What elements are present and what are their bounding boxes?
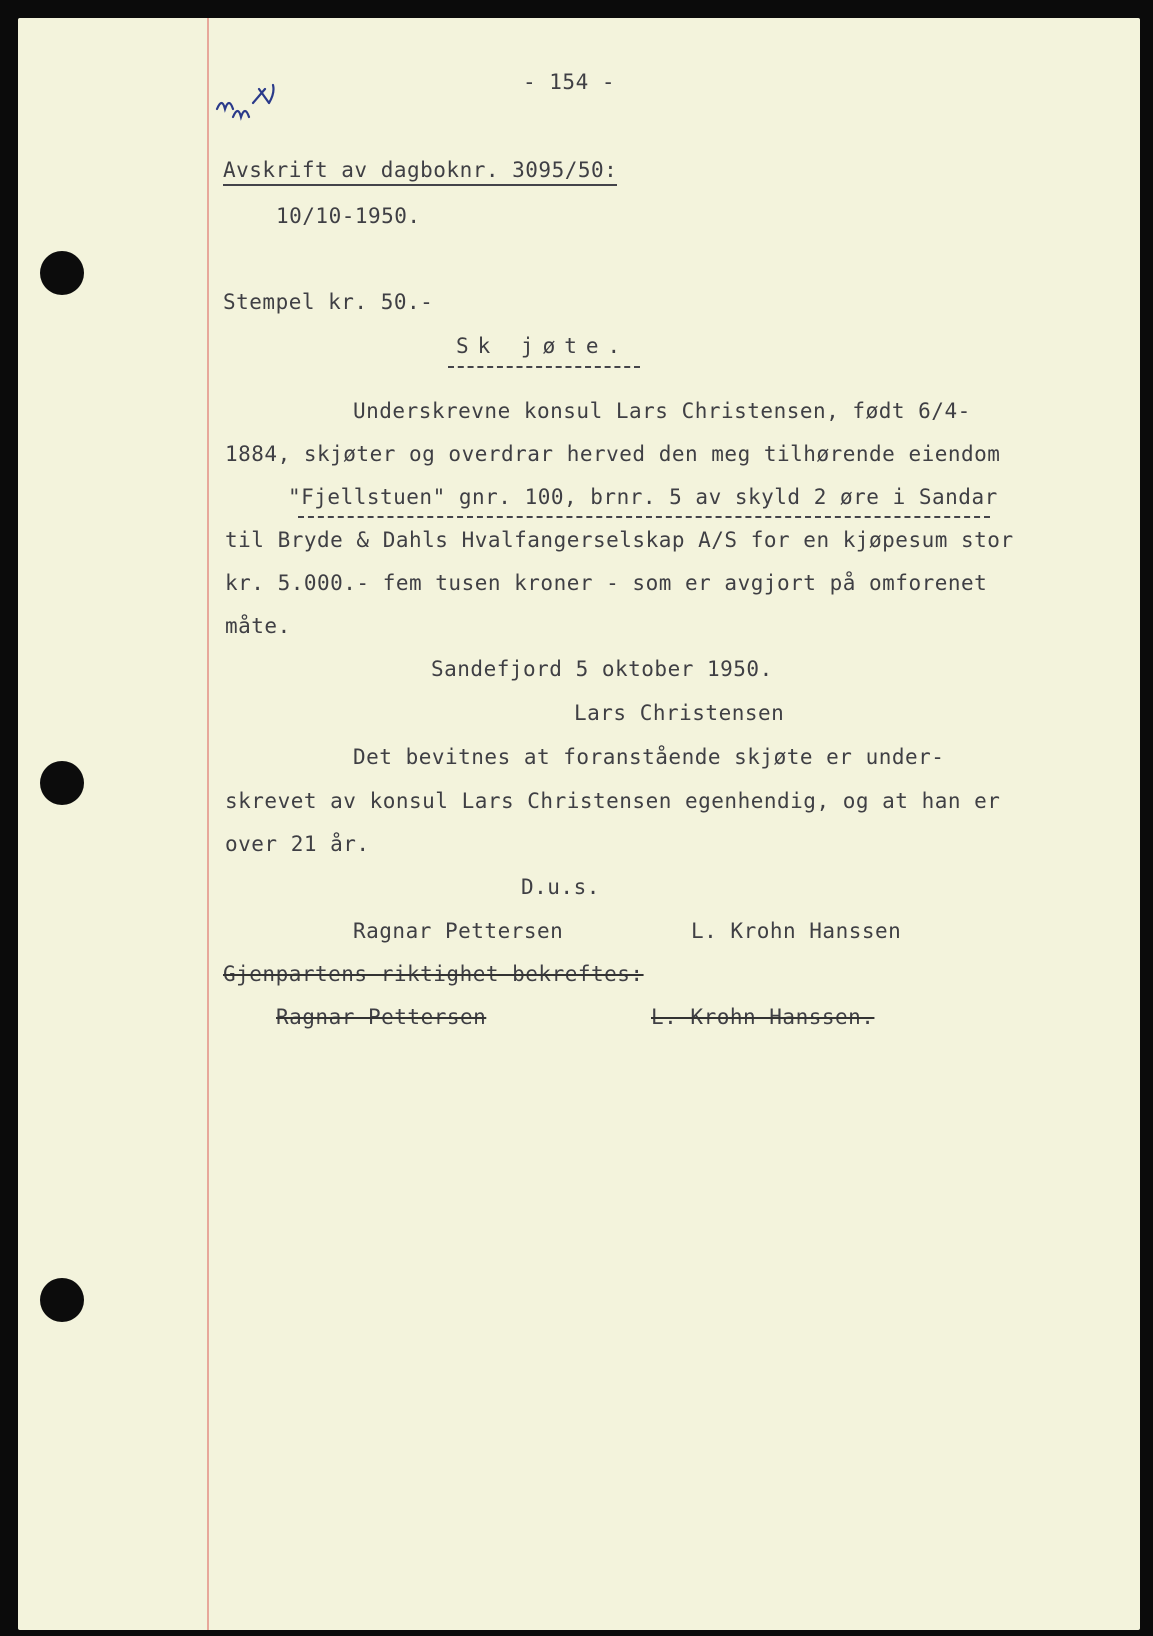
- place-date: Sandefjord 5 oktober 1950.: [431, 657, 773, 681]
- property-underline: [298, 516, 990, 518]
- date-line: 10/10-1950.: [276, 204, 421, 228]
- body-line: 1884, skjøter og overdrar herved den meg tilhørende eiendom: [225, 442, 1001, 466]
- body-line: Underskrevne konsul Lars Christensen, født 6/4-: [353, 399, 971, 423]
- document-page: [18, 18, 1140, 1630]
- body-line: "Fjellstuen" gnr. 100, brnr. 5 av skyld 2 øre i Sandar: [288, 485, 998, 509]
- punch-hole: [40, 1278, 84, 1322]
- body-line: til Bryde & Dahls Hvalfangerselskap A/S for en kjøpesum stor: [225, 528, 1014, 552]
- title-underline: [448, 366, 640, 368]
- attest-line: Det bevitnes at foranstående skjøte er under-: [353, 745, 945, 769]
- attest-line: over 21 år.: [225, 832, 370, 856]
- punch-hole: [40, 251, 84, 295]
- attest-line: skrevet av konsul Lars Christensen egenhendig, og at han er: [225, 789, 1001, 813]
- body-line: måte.: [225, 614, 291, 638]
- punch-hole: [40, 761, 84, 805]
- witness-signature: Ragnar Pettersen: [353, 919, 564, 943]
- page-number: - 154 -: [523, 70, 616, 94]
- stamp-line: Stempel kr. 50.-: [223, 290, 434, 314]
- struck-witness: L. Krohn Hanssen.: [651, 1005, 875, 1029]
- dus-abbreviation: D.u.s.: [521, 875, 600, 899]
- handwritten-mark: [213, 73, 293, 125]
- heading: Avskrift av dagboknr. 3095/50:: [223, 158, 617, 186]
- body-line: kr. 5.000.- fem tusen kroner - som er avgjort på omforenet: [225, 571, 988, 595]
- witness-signature: L. Krohn Hanssen: [691, 919, 902, 943]
- struck-confirmation: Gjenpartens riktighet bekreftes:: [223, 962, 644, 986]
- margin-line: [207, 18, 209, 1630]
- seller-signature: Lars Christensen: [574, 701, 785, 725]
- document-title: Sk jøte.: [456, 334, 630, 358]
- struck-witness: Ragnar Pettersen: [276, 1005, 487, 1029]
